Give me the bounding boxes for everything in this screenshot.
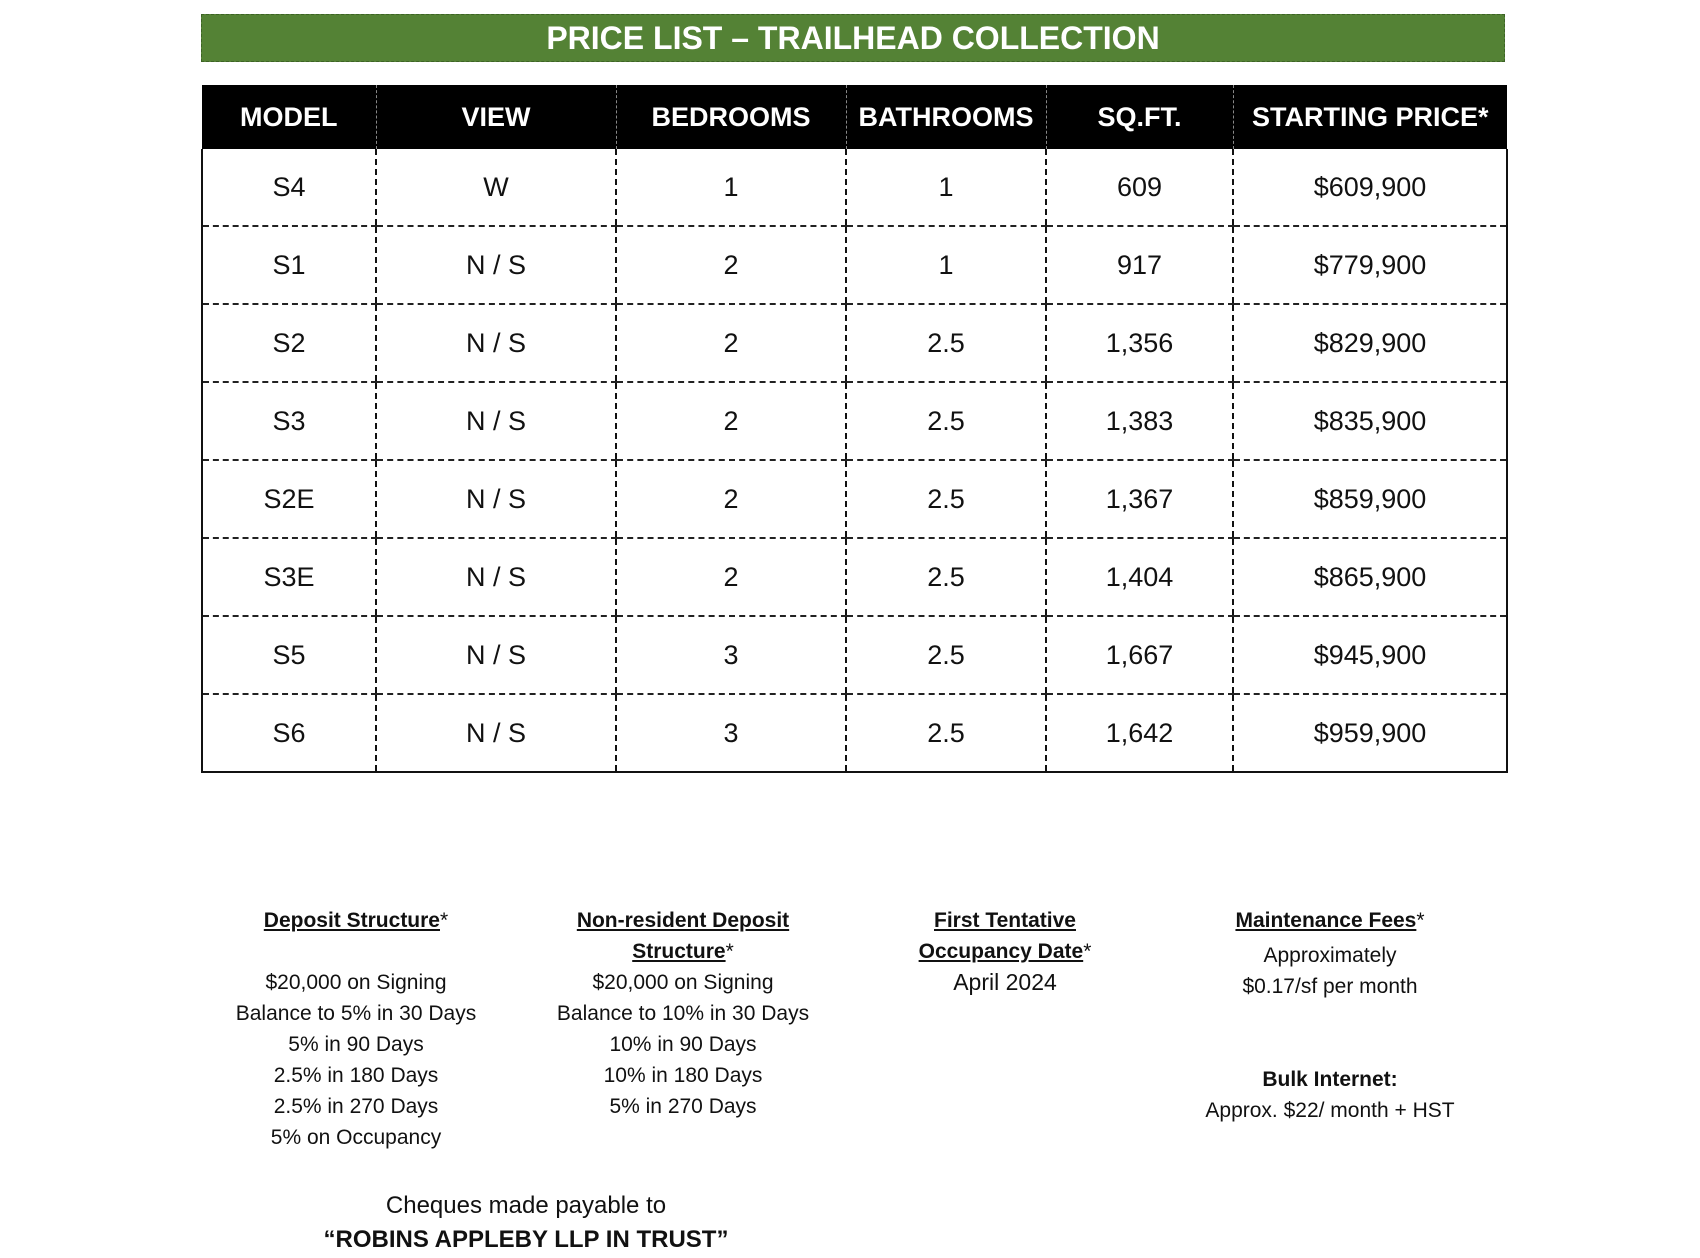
cell-model: S1	[202, 226, 376, 304]
cell-bedrooms: 2	[616, 304, 846, 382]
cell-model: S3E	[202, 538, 376, 616]
maintenance-fees-section	[1180, 905, 1480, 1126]
cell-bedrooms: 2	[616, 538, 846, 616]
cell-view: N / S	[376, 616, 616, 694]
occupancy-date-section	[880, 905, 1130, 998]
cell-model: S2E	[202, 460, 376, 538]
cell-bathrooms: 2.5	[846, 616, 1046, 694]
cell-bedrooms: 3	[616, 616, 846, 694]
bulk-internet-heading: Bulk Internet:	[1262, 1068, 1398, 1091]
nonresident-deposit-section	[538, 905, 828, 1122]
cheques-line: Cheques made payable to	[385, 1192, 667, 1219]
occupancy-heading-line2: Occupancy Date*	[918, 940, 1092, 963]
deposit-structure-section	[216, 905, 496, 1153]
bulk-internet-value: Approx. $22/ month + HST	[1205, 1099, 1455, 1122]
table-row	[202, 226, 1507, 304]
header-model: MODEL	[202, 85, 376, 149]
cell-sqft: 1,404	[1046, 538, 1233, 616]
cell-sqft: 609	[1046, 149, 1233, 226]
nonresident-line: $20,000 on Signing	[592, 971, 774, 994]
nonresident-line: 5% in 270 Days	[609, 1095, 757, 1118]
maintenance-line: $0.17/sf per month	[1242, 975, 1418, 998]
deposit-heading: Deposit Structure*	[263, 909, 449, 932]
cell-model: S6	[202, 694, 376, 772]
nonresident-line: 10% in 90 Days	[609, 1033, 757, 1056]
cheques-payee: “ROBINS APPLEBY LLP IN TRUST”	[323, 1226, 729, 1253]
table-row	[202, 694, 1507, 772]
deposit-line: $20,000 on Signing	[265, 971, 447, 994]
header-view: VIEW	[376, 85, 616, 149]
table-row	[202, 538, 1507, 616]
deposit-line: 5% in 90 Days	[288, 1033, 424, 1056]
cell-bathrooms: 2.5	[846, 694, 1046, 772]
nonresident-line: Balance to 10% in 30 Days	[556, 1002, 810, 1025]
cell-bathrooms: 2.5	[846, 304, 1046, 382]
occupancy-date-value: April 2024	[953, 969, 1057, 995]
table-row	[202, 460, 1507, 538]
cell-price: $779,900	[1233, 226, 1507, 304]
header-sqft: SQ.FT.	[1046, 85, 1233, 149]
cell-model: S4	[202, 149, 376, 226]
cell-bathrooms: 2.5	[846, 382, 1046, 460]
cell-bathrooms: 2.5	[846, 460, 1046, 538]
cell-price: $865,900	[1233, 538, 1507, 616]
nonresident-heading-line1: Non-resident Deposit	[576, 909, 790, 932]
table-header-row	[202, 85, 1507, 149]
header-bathrooms: BATHROOMS	[846, 85, 1046, 149]
cell-bathrooms: 2.5	[846, 538, 1046, 616]
cell-price: $945,900	[1233, 616, 1507, 694]
cell-bedrooms: 2	[616, 460, 846, 538]
maintenance-heading: Maintenance Fees*	[1235, 909, 1425, 932]
table-row	[202, 149, 1507, 226]
deposit-line: 2.5% in 270 Days	[273, 1095, 439, 1118]
deposit-line: Balance to 5% in 30 Days	[235, 1002, 477, 1025]
cell-view: N / S	[376, 382, 616, 460]
cell-bathrooms: 1	[846, 226, 1046, 304]
cell-price: $829,900	[1233, 304, 1507, 382]
cell-bedrooms: 2	[616, 226, 846, 304]
cell-bedrooms: 2	[616, 382, 846, 460]
cell-sqft: 1,667	[1046, 616, 1233, 694]
cell-sqft: 1,367	[1046, 460, 1233, 538]
cell-view: N / S	[376, 694, 616, 772]
cell-view: N / S	[376, 304, 616, 382]
deposit-line: 2.5% in 180 Days	[273, 1064, 439, 1087]
cell-view: N / S	[376, 460, 616, 538]
cell-sqft: 917	[1046, 226, 1233, 304]
deposit-line: 5% on Occupancy	[270, 1126, 442, 1149]
cell-sqft: 1,642	[1046, 694, 1233, 772]
table-row	[202, 304, 1507, 382]
cell-model: S2	[202, 304, 376, 382]
maintenance-line: Approximately	[1263, 944, 1397, 967]
cell-price: $859,900	[1233, 460, 1507, 538]
cell-sqft: 1,356	[1046, 304, 1233, 382]
header-bedrooms: BEDROOMS	[616, 85, 846, 149]
cell-view: N / S	[376, 538, 616, 616]
price-table	[201, 85, 1508, 773]
cell-bathrooms: 1	[846, 149, 1046, 226]
cell-model: S5	[202, 616, 376, 694]
cheques-note	[226, 1189, 826, 1257]
cell-price: $609,900	[1233, 149, 1507, 226]
nonresident-heading-line2: Structure*	[632, 940, 734, 963]
cell-sqft: 1,383	[1046, 382, 1233, 460]
cell-price: $835,900	[1233, 382, 1507, 460]
cell-view: W	[376, 149, 616, 226]
header-starting-price: STARTING PRICE*	[1233, 85, 1507, 149]
occupancy-heading-line1: First Tentative	[934, 909, 1076, 932]
cell-price: $959,900	[1233, 694, 1507, 772]
cell-bedrooms: 3	[616, 694, 846, 772]
cell-model: S3	[202, 382, 376, 460]
nonresident-line: 10% in 180 Days	[603, 1064, 763, 1087]
page-title: PRICE LIST – TRAILHEAD COLLECTION	[201, 14, 1505, 62]
cell-bedrooms: 1	[616, 149, 846, 226]
table-row	[202, 616, 1507, 694]
cell-view: N / S	[376, 226, 616, 304]
table-row	[202, 382, 1507, 460]
